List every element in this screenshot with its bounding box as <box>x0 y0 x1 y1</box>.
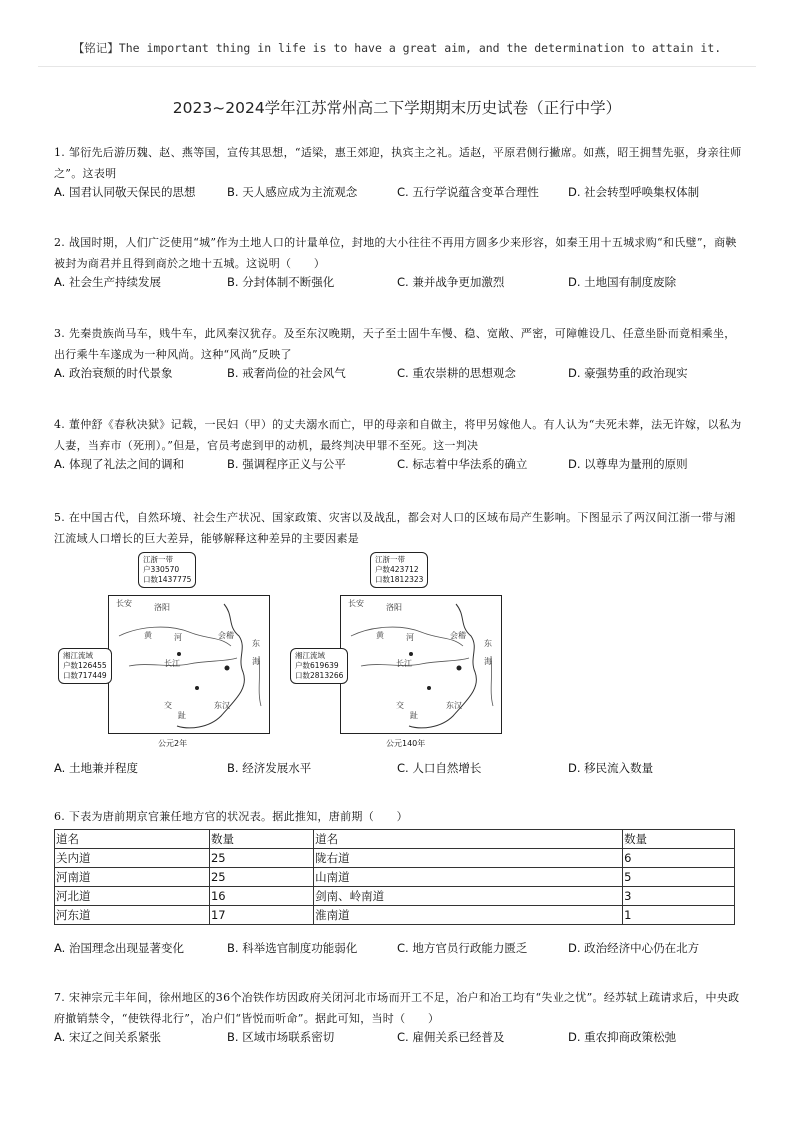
map-label: 海 <box>252 657 260 666</box>
question-stem: 5. 在中国古代，自然环境、社会生产状况、国家政策、灾害以及战乱，都会对人口的区域布局产生影响。下图显示了两汉间江浙一带与湘江流域人口增长的巨大差异，能够解释这种差异的主要因素是 <box>54 511 736 545</box>
map-outline-icon <box>341 596 501 733</box>
option-a[interactable]: A. 政治衰颓的时代景象 <box>54 366 173 380</box>
callout-line: 户数423712 <box>375 565 419 574</box>
question-7 <box>54 987 744 1049</box>
map-label: 东汉 <box>446 701 462 710</box>
question-4 <box>54 414 744 476</box>
header-motto: 【铭记】The important thing in life is to have a great aim, and the determination to attain it. <box>72 41 722 55</box>
callout-line: 户数619639 <box>295 661 339 670</box>
question-stem: 7. 宋神宗元丰年间，徐州地区的36个冶铁作坊因政府关闭河北市场而开工不足，冶户和冶工均有“失业之忧”。经苏轼上疏请求后，中央政府撤销禁令，“使铁得北行”，冶户们“皆悦而听命”。据此可知，当时（ ） <box>54 991 740 1025</box>
question-options <box>54 456 744 476</box>
map-label: 东 <box>484 639 492 648</box>
option-b[interactable]: B. 经济发展水平 <box>227 761 312 775</box>
question-options <box>54 760 744 780</box>
map-frame <box>108 595 270 734</box>
callout-line: 江浙一带 <box>375 555 405 564</box>
callout-xiangjiang <box>290 648 348 684</box>
map-label: 会稽 <box>218 631 234 640</box>
option-d[interactable]: D. 重农抑商政策松弛 <box>568 1030 677 1044</box>
map-label: 长江 <box>164 659 180 668</box>
question-3 <box>54 323 744 385</box>
map-2ad <box>54 550 264 750</box>
question-stem: 4. 董仲舒《春秋决狱》记载，一民妇（甲）的丈夫溺水而亡，甲的母亲和自做主，将甲另嫁他人。有人认为“夫死未葬，法无许嫁，以私为人妻，当弃市（死刑）。”但是，官员考虑到甲的动机，最终判决甲罪不至死。这一判决 <box>54 418 742 452</box>
map-label: 东汉 <box>214 701 230 710</box>
question-stem: 1. 邹衍先后游历魏、赵、燕等国，宣传其思想，“适梁，惠王郊迎，执宾主之礼。适赵，平原君侧行撇席。如燕，昭王拥彗先驱，身亲往师之”。这表明 <box>54 146 742 180</box>
exam-title: 2023~2024学年江苏常州高二下学期期末历史试卷（正行中学） <box>172 99 622 117</box>
question-1 <box>54 142 744 204</box>
table-cell: 河东道 <box>55 906 210 925</box>
option-a[interactable]: A. 国君认同敬天保民的思想 <box>54 185 196 199</box>
question-stem: 2. 战国时期，人们广泛使用“城”作为土地人口的计量单位，封地的大小往往不再用方圆多少来形容，如秦王用十五城求购“和氏璧”，商鞅被封为商君并且得到商於之地十五城。这说明（ ） <box>54 236 737 270</box>
table-cell: 剑南、岭南道 <box>314 887 623 906</box>
map-caption: 公元140年 <box>386 739 426 748</box>
map-label: 黄 <box>144 631 152 640</box>
question-options <box>54 274 744 294</box>
callout-line: 口数717449 <box>63 671 107 680</box>
table-row <box>55 906 735 925</box>
map-label: 河 <box>174 633 182 642</box>
table-header: 道名 <box>314 830 623 849</box>
header-divider <box>38 66 756 67</box>
callout-jiangzhe <box>370 552 428 588</box>
callout-line: 湘江流域 <box>295 651 325 660</box>
question-options <box>54 184 744 204</box>
callout-jiangzhe <box>138 552 196 588</box>
table-cell: 淮南道 <box>314 906 623 925</box>
question-options <box>54 365 744 385</box>
population-maps <box>54 550 492 750</box>
question-options <box>54 940 744 960</box>
option-d[interactable]: D. 移民流入数量 <box>568 761 654 775</box>
question-5-options <box>54 760 744 780</box>
callout-line: 口数1437775 <box>143 575 192 584</box>
option-d[interactable]: D. 以尊卑为量刑的原则 <box>568 457 688 471</box>
question-stem: 3. 先秦贵族尚马车，贱牛车，此风秦汉犹存。及至东汉晚期，天子至士固牛车慢、稳、宽敞、严密，可障帷设几、任意坐卧而竟相乘坐，出行乘牛车遂成为一种风尚。这种“风尚”反映了 <box>54 327 736 361</box>
table-cell: 关内道 <box>55 849 210 868</box>
option-c[interactable]: C. 地方官员行政能力匮乏 <box>397 941 528 955</box>
table-header: 数量 <box>623 830 735 849</box>
map-label: 趾 <box>178 711 186 720</box>
option-b[interactable]: B. 戒奢尚俭的社会风气 <box>227 366 346 380</box>
option-d[interactable]: D. 土地国有制度废除 <box>568 275 677 289</box>
option-c[interactable]: C. 重农崇耕的思想观念 <box>397 366 516 380</box>
map-140ad <box>286 550 496 750</box>
map-label: 长安 <box>116 599 132 608</box>
question-stem: 6. 下表为唐前期京官兼任地方官的状况表。据此推知，唐前期（ ） <box>54 810 408 823</box>
question-2 <box>54 232 744 294</box>
option-a[interactable]: A. 治国理念出现显著变化 <box>54 941 184 955</box>
map-label: 洛阳 <box>386 603 402 612</box>
table-cell: 3 <box>623 887 735 906</box>
table-header: 道名 <box>55 830 210 849</box>
callout-line: 湘江流域 <box>63 651 93 660</box>
table-row <box>55 868 735 887</box>
callout-line: 口数2813266 <box>295 671 344 680</box>
option-d[interactable]: D. 社会转型呼唤集权体制 <box>568 185 700 199</box>
map-label: 黄 <box>376 631 384 640</box>
map-label: 东 <box>252 639 260 648</box>
option-b[interactable]: B. 强调程序正义与公平 <box>227 457 346 471</box>
option-a[interactable]: A. 体现了礼法之间的调和 <box>54 457 184 471</box>
option-d[interactable]: D. 政治经济中心仍在北方 <box>568 941 700 955</box>
callout-line: 江浙一带 <box>143 555 173 564</box>
table-cell: 25 <box>209 868 313 887</box>
map-label: 河 <box>406 633 414 642</box>
callout-line: 户330570 <box>143 565 180 574</box>
option-b[interactable]: B. 区域市场联系密切 <box>227 1030 335 1044</box>
table-cell: 1 <box>623 906 735 925</box>
map-outline-icon <box>109 596 269 733</box>
option-b[interactable]: B. 天人感应成为主流观念 <box>227 185 358 199</box>
callout-line: 户数126455 <box>63 661 107 670</box>
map-label: 长安 <box>348 599 364 608</box>
option-a[interactable]: A. 社会生产持续发展 <box>54 275 161 289</box>
table-header: 数量 <box>209 830 313 849</box>
map-label: 交 <box>164 701 172 710</box>
callout-xiangjiang <box>58 648 112 684</box>
option-b[interactable]: B. 科举选官制度功能弱化 <box>227 941 358 955</box>
option-c[interactable]: C. 五行学说蕴含变革合理性 <box>397 185 539 199</box>
option-c[interactable]: C. 兼并战争更加激烈 <box>397 275 505 289</box>
table-cell: 河南道 <box>55 868 210 887</box>
table-cell: 25 <box>209 849 313 868</box>
option-b[interactable]: B. 分封体制不断强化 <box>227 275 335 289</box>
table-header-row <box>55 830 735 849</box>
table-cell: 陇右道 <box>314 849 623 868</box>
table-cell: 16 <box>209 887 313 906</box>
map-label: 洛阳 <box>154 603 170 612</box>
option-d[interactable]: D. 豪强势重的政治现实 <box>568 366 688 380</box>
map-caption: 公元2年 <box>158 739 188 748</box>
option-c[interactable]: C. 标志着中华法系的确立 <box>397 457 528 471</box>
question-6 <box>54 806 744 827</box>
table-cell: 6 <box>623 849 735 868</box>
option-c[interactable]: C. 人口自然增长 <box>397 761 482 775</box>
table-cell: 山南道 <box>314 868 623 887</box>
question-6-options <box>54 940 744 960</box>
data-table <box>54 829 735 925</box>
question-5 <box>54 507 744 549</box>
table-row <box>55 887 735 906</box>
map-frame <box>340 595 502 734</box>
table-cell: 17 <box>209 906 313 925</box>
option-a[interactable]: A. 宋辽之间关系紧张 <box>54 1030 161 1044</box>
option-a[interactable]: A. 土地兼并程度 <box>54 761 138 775</box>
map-label: 趾 <box>410 711 418 720</box>
callout-line: 口数1812323 <box>375 575 424 584</box>
map-label: 交 <box>396 701 404 710</box>
question-options <box>54 1029 744 1049</box>
option-c[interactable]: C. 雇佣关系已经普及 <box>397 1030 505 1044</box>
map-label: 会稽 <box>450 631 466 640</box>
table-row <box>55 849 735 868</box>
table-cell: 5 <box>623 868 735 887</box>
map-label: 长江 <box>396 659 412 668</box>
map-label: 海 <box>484 657 492 666</box>
table-cell: 河北道 <box>55 887 210 906</box>
